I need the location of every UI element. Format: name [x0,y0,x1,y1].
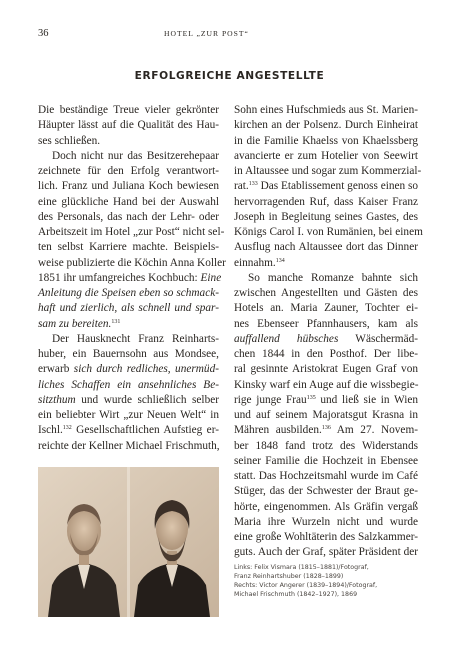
text-line [234,393,418,408]
historical-portrait-photos [38,467,219,617]
text-line [234,362,418,377]
text-run: Sohn eines Hufschmieds aus St. Marien- [234,104,418,116]
text-run: liches Schaffen ein ansehnliches Be- [38,378,219,391]
text-line [234,332,418,347]
text-line [38,179,219,194]
text-run: avancierte er zum Hotelier von Seewirt [234,149,418,162]
text-run: ral gesinnte Aristokrat Eugen Graf von [234,363,418,376]
text-run: Mähren ausbilden. [234,424,322,437]
caption-line: Rechts: Victor Angerer (1839–1894)/Fotograf, [234,582,378,589]
photo-caption [234,563,424,599]
two-portraits-image [38,467,219,617]
caption-line: Links: Felix Vismara (1815–1881)/Fotograf, [234,564,369,571]
text-line [38,210,219,225]
text-run: sitzthum [38,393,76,406]
text-run: Anleitung die Speisen eben so schmack- [38,287,219,299]
text-line [234,164,422,179]
text-run: Das Etablissement genoss einen so [257,180,419,193]
text-line [38,256,226,271]
text-line [38,423,219,438]
caption-line: Franz Reinhartshuber (1828–1899) [234,573,344,580]
footnote-ref: 136 [321,425,331,432]
text-line [38,134,219,149]
text-line [38,149,219,164]
text-line [38,286,219,301]
text-run: ten selbst Karriere machte. Beispiels- [38,241,219,254]
text-run: in Altaussee und sogar zum Kommerzial- [234,165,422,177]
running-title: HOTEL „ZUR POST“ [164,29,249,38]
text-run: ein beliebter Wirt „zur Neuen Welt“ in [38,409,219,421]
text-run: eine große Wohltäterin des Salzkammer- [234,531,418,543]
text-line [234,378,418,393]
text-run: sam zu bereiten. [38,317,112,330]
text-line [38,195,219,210]
text-run: Kinsky warf ein Auge auf die wissbegie- [234,378,419,391]
text-run: Arbeitszeit im Hotel „zur Post“ nicht sel- [38,226,225,238]
text-line [38,362,219,377]
text-run: Der Hausknecht Franz Reinharts- [52,332,219,345]
text-run: reichte der Kellner Michael Frischmuth, [38,439,220,452]
text-run: und ließ sie in Wien [315,393,418,406]
page-header [0,28,459,42]
text-line [234,545,418,560]
text-run: Doch nicht nur das Besitzerehepaar [52,149,219,162]
text-line [38,118,219,133]
text-run: hörte, eingenommen. Als Gräfin vergaß [234,500,418,513]
text-run: Die beständige Treue vieler gekrönter [38,104,219,116]
text-line [234,530,418,545]
text-run: ses schließen. [38,134,101,147]
text-line [234,240,418,255]
text-line [38,271,222,286]
footnote-ref: 132 [62,425,72,432]
text-line [234,423,418,438]
text-line [38,164,219,179]
text-run: zeichnete für den Erfolg verantwort- [38,165,219,177]
text-run: huber, ein Bauernsohn aus Mondsee, [38,348,219,360]
footnote-ref: 135 [306,394,316,401]
text-run: chen 1844 in den Posthof. Der libe- [234,348,418,360]
text-run: hervorragenden Ruf, dass Kaiser Franz [234,195,418,208]
text-line [234,210,418,225]
text-run: Ausflug nach Altaussee dort das Dinner [234,241,418,254]
text-run: Ischl. [38,424,63,437]
text-run: Hotels an. Maria Zauner, Tochter ei- [234,302,418,315]
text-run: des Personals, das nach der Lehr- oder [38,210,219,223]
footnote-ref: 133 [248,181,258,188]
text-line [38,408,219,423]
text-line [234,408,418,423]
page-number: 36 [38,28,49,39]
left-text-column [38,103,226,454]
text-line [38,332,219,347]
text-line [234,134,418,149]
text-line [234,103,418,118]
text-run: Stüger, das der Schwester der Braut ge- [234,485,418,498]
text-run: einnahm. [234,256,276,269]
text-line [38,240,219,255]
text-run: Maria ihre Wurzeln nicht und wurde [234,515,418,528]
text-run: erwarb [38,363,74,376]
text-line [234,454,418,469]
text-run: zwischen Angestellten und Gästen des [234,287,418,299]
text-run: weise publizierte die Köchin Anna Koller [38,256,226,269]
text-run: Am 27. Novem- [330,424,419,437]
text-line [234,469,418,484]
footnote-ref: 131 [111,318,121,325]
text-line [38,393,219,408]
text-line [234,301,418,316]
text-line [38,378,219,393]
text-run: Häupter lässt auf die Qualität des Hau- [38,119,219,132]
text-line [38,225,225,240]
text-line [234,500,418,515]
text-run: Wäschermäd- [338,332,418,345]
footnote-ref: 134 [275,257,285,264]
text-line [234,271,418,286]
text-line [234,179,418,194]
section-title: ERFOLGREICHE ANGESTELLTE [134,70,325,82]
text-line [234,286,418,301]
right-text-column [234,103,423,561]
text-run: rat. [234,180,249,193]
text-line [38,301,219,316]
text-run: kirchen an der Polsenz. Durch Einheirat [234,119,418,132]
text-line [234,149,418,164]
text-run: Eine [200,271,222,284]
text-run: So manche Romanze bahnte sich [248,271,418,284]
text-run: und wurde schließlich selber [75,393,219,406]
text-line [234,256,418,271]
text-run: seiner Familie die Hochzeit in Ebensee [234,454,418,467]
text-line [234,317,418,332]
text-line [234,118,418,133]
text-line [234,515,418,530]
text-run: Gesellschaftlichen Aufstieg er- [71,424,219,437]
text-run: haft und zierlich, als schnell und spar- [38,302,219,315]
caption-line: Michael Frischmuth (1842–1927), 1869 [234,591,358,598]
text-run: statt. Das Hochzeitsmahl wurde im Café [234,470,418,482]
text-run: guts. Auch der Graf, später Präsident der [234,546,418,559]
text-run: sich durch redliches, unermüd- [73,363,219,376]
text-run: Königs Carol I. von Rumänien, bei einem [234,226,423,238]
text-run: in die Familie Khaelss von Khaelssberg [234,134,418,147]
text-run: lich. Franz und Juliana Koch bewiesen [38,180,219,193]
text-line [38,439,219,454]
text-run: auffallend hübsches [234,332,339,345]
text-line [234,439,418,454]
text-line [234,225,423,240]
text-run: rige junge Frau [234,393,307,406]
text-run: Joseph in Begleitung seines Gastes, des [234,210,418,223]
text-run: nes Ebenseer Pfannhausers, kam als [234,317,418,330]
text-line [38,103,219,118]
text-line [234,195,418,210]
text-line [234,347,418,362]
text-line [234,484,418,499]
text-run: und auf seinem Majoratsgut Krasna in [234,409,418,421]
text-run: 1851 ihr umfangreiches Kochbuch: [38,271,201,284]
text-run: eine glückliche Hand bei der Auswahl [38,195,219,208]
text-run: ber 1848 fand trotz des Widerstands [234,439,418,452]
text-line [38,317,219,332]
text-line [38,347,219,362]
